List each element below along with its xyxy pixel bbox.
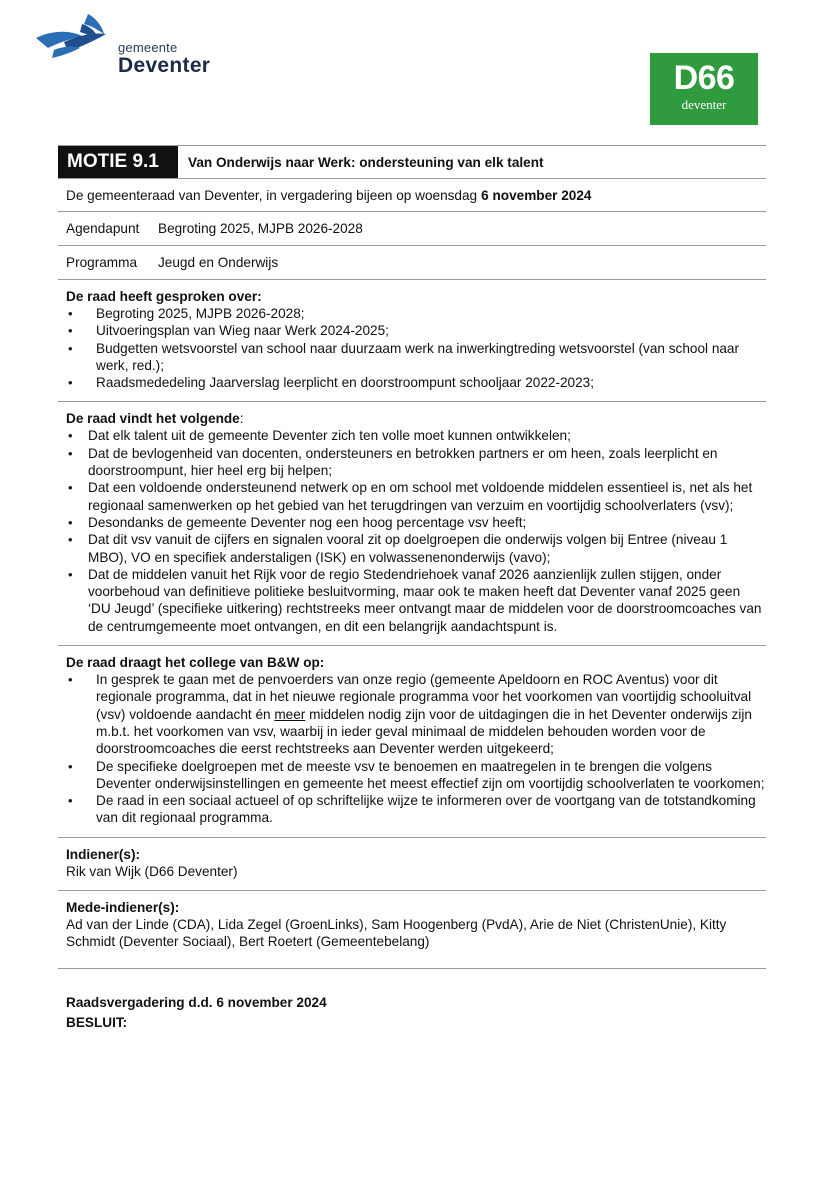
mede-indiener-heading: Mede-indiener(s): [66, 899, 180, 915]
list-item: • Dat de middelen vanuit het Rijk voor de regio Stedendriehoek vanaf 2026 aanzienlijk zullen stijgen, onder voorbehoud van definitieve politieke besluitvorming, maar ook te maken heeft dat Deventer vanaf 2025 geen ‘DU Jeugd’ (specifieke uitkering) rechtstreeks meer ontvangt maar de middelen voor de doorstroomcoaches van de centrumgemeente moet ontvangen, en dit een belangrijk aandachtspunt is. [66, 566, 766, 635]
intro-text: De gemeenteraad van Deventer, in vergadering bijeen op woensdag [66, 187, 478, 203]
motion-title-row [58, 145, 766, 179]
draagt-list [66, 671, 766, 827]
raadsvergadering-line: Raadsvergadering d.d. 6 november 2024 [66, 994, 327, 1010]
indiener-text: Rik van Wijk (D66 Deventer) [66, 863, 238, 879]
motion-title: Van Onderwijs naar Werk: ondersteuning van elk talent [188, 154, 544, 170]
list-item: • Dat dit vsv vanuit de cijfers en signalen vooral zit op doelgroepen die onderwijs volgen bij Entree (niveau 1 MBO), VO en specifiek anderstaligen (ISK) en volwassenenonderwijs (vavo); [66, 531, 766, 566]
intro-date: 6 november 2024 [481, 187, 592, 203]
vindt-section [58, 402, 766, 646]
list-item: • Desondanks de gemeente Deventer nog een hoog percentage vsv heeft; [66, 514, 766, 531]
vindt-heading-colon: : [239, 411, 244, 427]
motion-number: MOTIE 9.1 [58, 146, 178, 178]
logo-gemeente-label: gemeente [118, 40, 178, 55]
besluit-line: BESLUIT: [66, 1014, 128, 1030]
list-item: • Raadsmededeling Jaarverslag leerplicht en doorstroompunt schooljaar 2022-2023; [66, 374, 766, 391]
list-item: • De raad in een sociaal actueel of op schriftelijke wijze te informeren over de voortgang van de totstandkoming van dit regionaal programma. [66, 792, 766, 827]
gemeente-deventer-logo [34, 12, 211, 77]
d66-logo-sub: deventer [681, 97, 727, 112]
programma-key: Programma [66, 255, 138, 270]
d66-logo-name: D66 [673, 59, 735, 97]
programma-row [58, 246, 766, 280]
programma-value: Jeugd en Onderwijs [158, 255, 279, 270]
d66-logo [650, 53, 758, 125]
draagt-item1-after: middelen nodig zijn voor de uitdagingen die in het Deventer onderwijs zijn m.b.t. het voorkomen van vsv, waarbij in ieder geval minimaal de middelen behouden worden voor de doorstroomcoaches die eerst rechtstreeks aan Deventer werden uitgekeerd; [96, 706, 752, 757]
list-item: • Budgetten wetsvoorstel van school naar duurzaam werk na inwerkingtreding wetsvoorstel (van school naar werk, red.); [66, 340, 766, 375]
mede-indiener-section [58, 891, 766, 969]
footer-block [58, 969, 766, 1033]
indiener-heading: Indiener(s): [66, 846, 141, 862]
indiener-section [58, 838, 766, 891]
agendapunt-row [58, 212, 766, 246]
gesproken-section [58, 280, 766, 402]
list-item: • Dat een voldoende ondersteunend netwerk op en om school met voldoende middelen essentieel is, net als het regionaal samenwerken op het gebied van het terugdringen van verzuim en voortijdig schoolverlaters (vsv); [66, 479, 766, 514]
deventer-bird-icon [34, 12, 114, 62]
gesproken-heading: De raad heeft gesproken over: [66, 289, 262, 304]
list-item: • Dat elk talent uit de gemeente Deventer zich ten volle moet kunnen ontwikkelen; [66, 427, 766, 444]
list-item: • Uitvoeringsplan van Wieg naar Werk 2024-2025; [66, 322, 766, 339]
draagt-item1-underlined: meer [274, 706, 306, 722]
intro-row [58, 179, 766, 212]
vindt-heading: De raad vindt het volgende [66, 411, 240, 427]
list-item: • Begroting 2025, MJPB 2026-2028; [66, 305, 766, 322]
agendapunt-value: Begroting 2025, MJPB 2026-2028 [158, 221, 363, 236]
draagt-item1-before: In gesprek te gaan met de penvoerders van onze regio (gemeente Apeldoorn en ROC Aventus) voor dit regionale programma, dat in het nieuwe regionale programma voor het voorkomen van voortijdig schooluitval (vsv) voldoende aandacht én [96, 672, 752, 722]
list-item: • Dat de bevlogenheid van docenten, ondersteuners en betrokken partners er om heen, zoals leerplicht en doorstroompunt, hier heel erg bij helpen; [66, 445, 766, 480]
list-item: • De specifieke doelgroepen met de meeste vsv te benoemen en maatregelen in te brengen die volgens Deventer onderwijsinstellingen en gemeente het meest effectief zijn om voortijdig schoolverlaten te voorkomen; [66, 758, 766, 793]
draagt-section [58, 646, 766, 838]
gesproken-list [66, 305, 766, 391]
vindt-heading-line [66, 410, 766, 427]
mede-indiener-text: Ad van der Linde (CDA), Lida Zegel (GroenLinks), Sam Hoogenberg (PvdA), Arie de Niet (ChristenUnie), Kitty Schmidt (Deventer Sociaal), Bert Roetert (Gemeentebelang) [66, 916, 727, 949]
draagt-heading: De raad draagt het college van B&W op: [66, 655, 325, 671]
vindt-list [66, 427, 766, 635]
logo-deventer-label: Deventer [118, 54, 211, 77]
agendapunt-key: Agendapunt [66, 221, 140, 236]
motion-document [58, 145, 766, 1033]
list-item [66, 671, 766, 757]
